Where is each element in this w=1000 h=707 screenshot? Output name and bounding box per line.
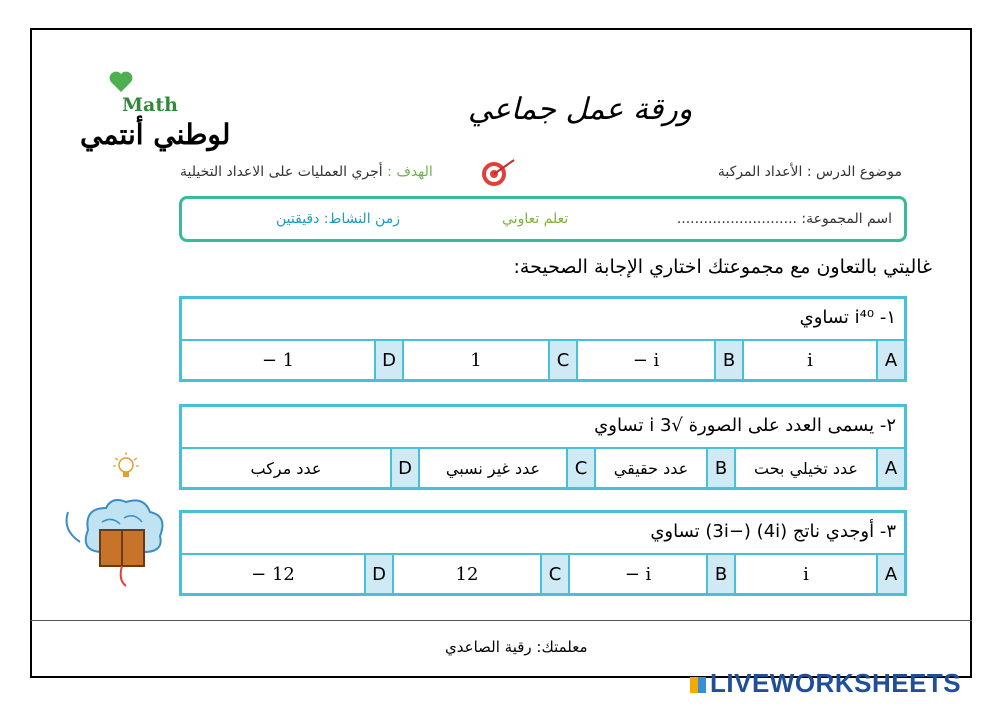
logo-arabic-text: لوطني أنتمي xyxy=(80,118,231,151)
option-letter-b: B xyxy=(714,341,742,379)
option-d[interactable]: عدد مركب xyxy=(250,458,322,478)
footer-divider xyxy=(30,620,972,621)
option-b[interactable]: − i xyxy=(568,555,706,593)
instruction-text: غاليتي بالتعاون مع مجموعتك اختاري الإجابة الصحيحة: xyxy=(513,256,932,278)
option-letter-c: C xyxy=(540,555,568,593)
lesson-goal xyxy=(180,164,433,180)
lesson-subject: موضوع الدرس : الأعداد المركبة xyxy=(717,164,902,180)
goal-text: أجري العمليات على الاعداد التخيلية xyxy=(180,164,383,180)
question-3-table xyxy=(179,510,907,596)
question-2-table xyxy=(179,404,907,490)
lightbulb-icon xyxy=(112,450,140,484)
option-a[interactable]: عدد تخيلي بحت xyxy=(734,449,876,487)
goal-label: الهدف : xyxy=(387,164,433,180)
group-info-box xyxy=(179,196,907,242)
target-icon xyxy=(478,156,518,186)
question-text: ٢- يسمى العدد على الصورة √3 i تساوي xyxy=(594,415,896,436)
question-row xyxy=(182,299,904,341)
option-d[interactable]: − 12 xyxy=(251,563,295,585)
question-text: ٣- أوجدي ناتج (4i) (−3i) تساوي xyxy=(650,521,896,542)
options-row xyxy=(182,449,904,487)
option-letter-a: A xyxy=(876,555,904,593)
option-b[interactable]: − i xyxy=(576,341,714,379)
option-letter-c: C xyxy=(566,449,594,487)
option-c[interactable]: عدد غير نسبي xyxy=(418,449,566,487)
option-b[interactable]: عدد حقيقي xyxy=(594,449,706,487)
option-letter-b: B xyxy=(706,555,734,593)
option-d[interactable]: − 1 xyxy=(261,349,295,371)
option-a[interactable]: i xyxy=(742,341,876,379)
teacher-name: معلمتك: رقية الصاعدي xyxy=(445,638,588,656)
option-letter-c: C xyxy=(548,341,576,379)
cooperative-learning-label: تعلم تعاوني xyxy=(502,211,569,227)
option-c[interactable]: 12 xyxy=(392,555,540,593)
logo-math-text: Math xyxy=(122,94,178,116)
liveworksheets-watermark xyxy=(690,668,961,699)
option-letter-d: D xyxy=(390,449,418,487)
option-letter-b: B xyxy=(706,449,734,487)
options-row xyxy=(182,341,904,379)
option-letter-d: D xyxy=(364,555,392,593)
heart-icon xyxy=(108,70,134,94)
watermark-text: LIVEWORKSHEETS xyxy=(710,668,962,698)
question-1-table xyxy=(179,296,907,382)
question-row xyxy=(182,407,904,449)
brain-book-illustration xyxy=(60,490,180,590)
liveworksheets-logo-icon xyxy=(690,677,706,693)
activity-time-label: زمن النشاط: دقيقتين xyxy=(276,211,400,227)
options-row xyxy=(182,555,904,593)
option-letter-a: A xyxy=(876,449,904,487)
page-title: ورقة عمل جماعي xyxy=(468,92,693,127)
option-letter-a: A xyxy=(876,341,904,379)
option-c[interactable]: 1 xyxy=(402,341,548,379)
question-row xyxy=(182,513,904,555)
question-text: ١- i⁴⁰ تساوي xyxy=(799,307,896,328)
group-name-field[interactable]: اسم المجموعة: ........................... xyxy=(676,211,892,227)
option-letter-d: D xyxy=(374,341,402,379)
option-a[interactable]: i xyxy=(734,555,876,593)
